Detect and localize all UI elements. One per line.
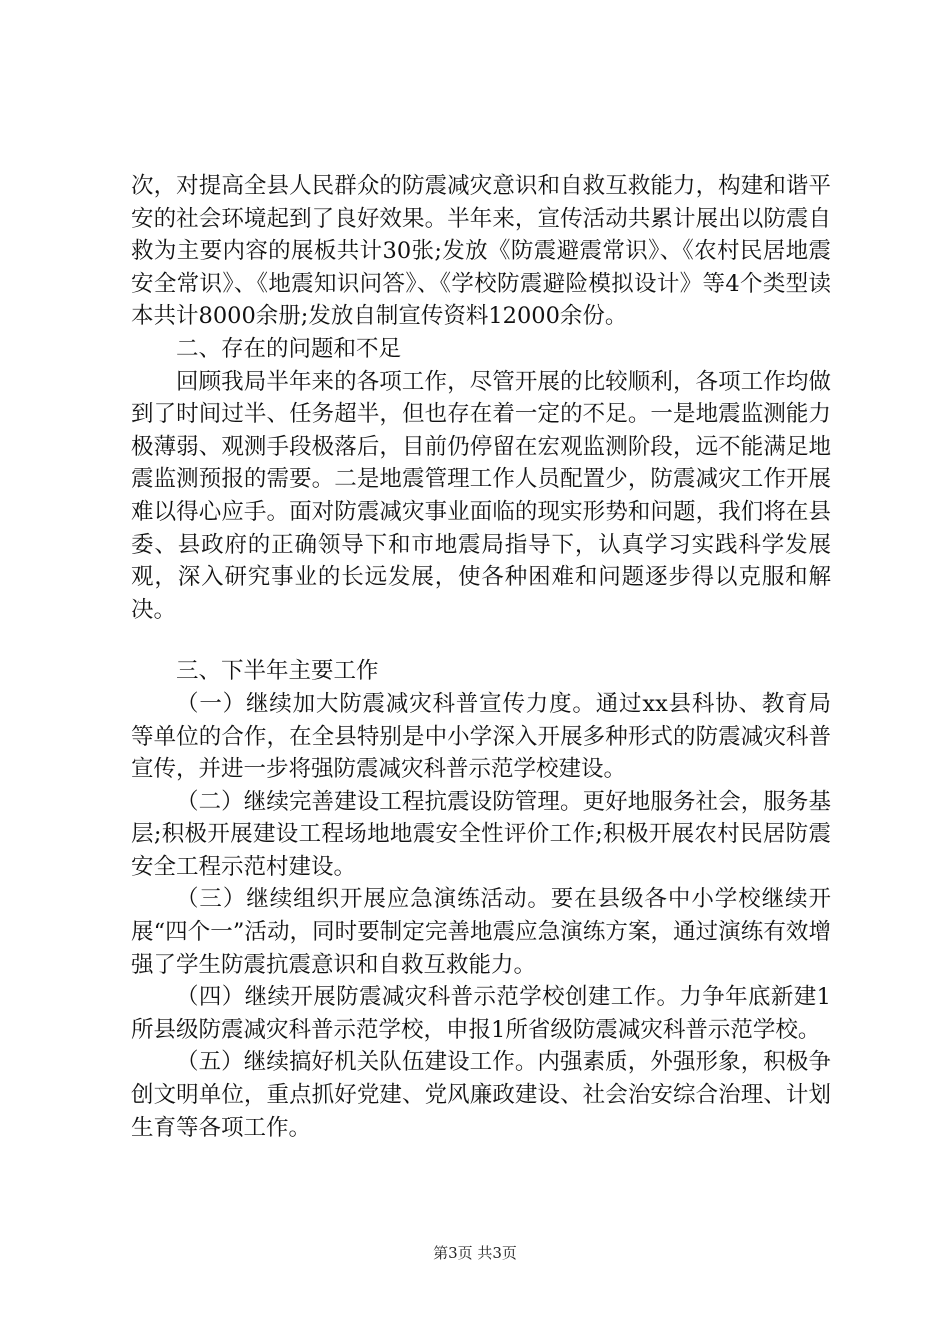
paragraph-item-3: （三）继续组织开展应急演练活动。要在县级各中小学校继续开展“四个一”活动，同时要制定完善地震应急演练方案，通过演练有效增强了学生防震抗震意识和自救互救能力。 xyxy=(131,886,831,978)
paragraph-publicity-summary: 次，对提高全县人民群众的防震减灾意识和自救互救能力，构建和谐平安的社会环境起到了良好效果。半年来，宣传活动共累计展出以防震自救为主要内容的展板共计30张;发放《防震避震常识》、《农村民居地震安全常识》、《地震知识问答》、《学校防震避险模拟设计》等4个类型读本共计8000余册;发放自制宣传资料12000余份。 xyxy=(131,173,831,330)
paragraph-item-5: （五）继续搞好机关队伍建设工作。内强素质，外强形象，积极争创文明单位，重点抓好党建、党风廉政建设、社会治安综合治理、计划生育等各项工作。 xyxy=(131,1049,831,1141)
paragraph-item-4: （四）继续开展防震减灾科普示范学校创建工作。力争年底新建1所县级防震减灾科普示范学校，申报1所省级防震减灾科普示范学校。 xyxy=(131,984,831,1043)
paragraph-item-1: （一）继续加大防震减灾科普宣传力度。通过xx县科协、教育局等单位的合作，在全县特别是中小学深入开展多种形式的防震减灾科普宣传，并进一步将强防震减灾科普示范学校建设。 xyxy=(131,690,831,783)
section-heading-next-half: 三、下半年主要工作 xyxy=(176,658,379,685)
paragraph-spacer xyxy=(131,626,831,655)
page-number-footer: 第3页 共3页 xyxy=(433,1244,517,1262)
section-heading-problems: 二、存在的问题和不足 xyxy=(176,335,402,362)
document-body xyxy=(131,170,831,1144)
paragraph-item-2: （二）继续完善建设工程抗震设防管理。更好地服务社会，服务基层;积极开展建设工程场地地震安全性评价工作;积极开展农村民居防震安全工程示范村建设。 xyxy=(131,788,831,880)
paragraph-problems: 回顾我局半年来的各项工作，尽管开展的比较顺利，各项工作均做到了时间过半、任务超半，但也存在着一定的不足。一是地震监测能力极薄弱、观测手段极落后，目前仍停留在宏观监测阶段，远不能满足地震监测预报的需要。二是地震管理工作人员配置少，防震减灾工作开展难以得心应手。面对防震减灾事业面临的现实形势和问题，我们将在县委、县政府的正确领导下和市地震局指导下，认真学习实践科学发展观，深入研究事业的长远发展，使各种困难和问题逐步得以克服和解决。 xyxy=(131,368,831,623)
